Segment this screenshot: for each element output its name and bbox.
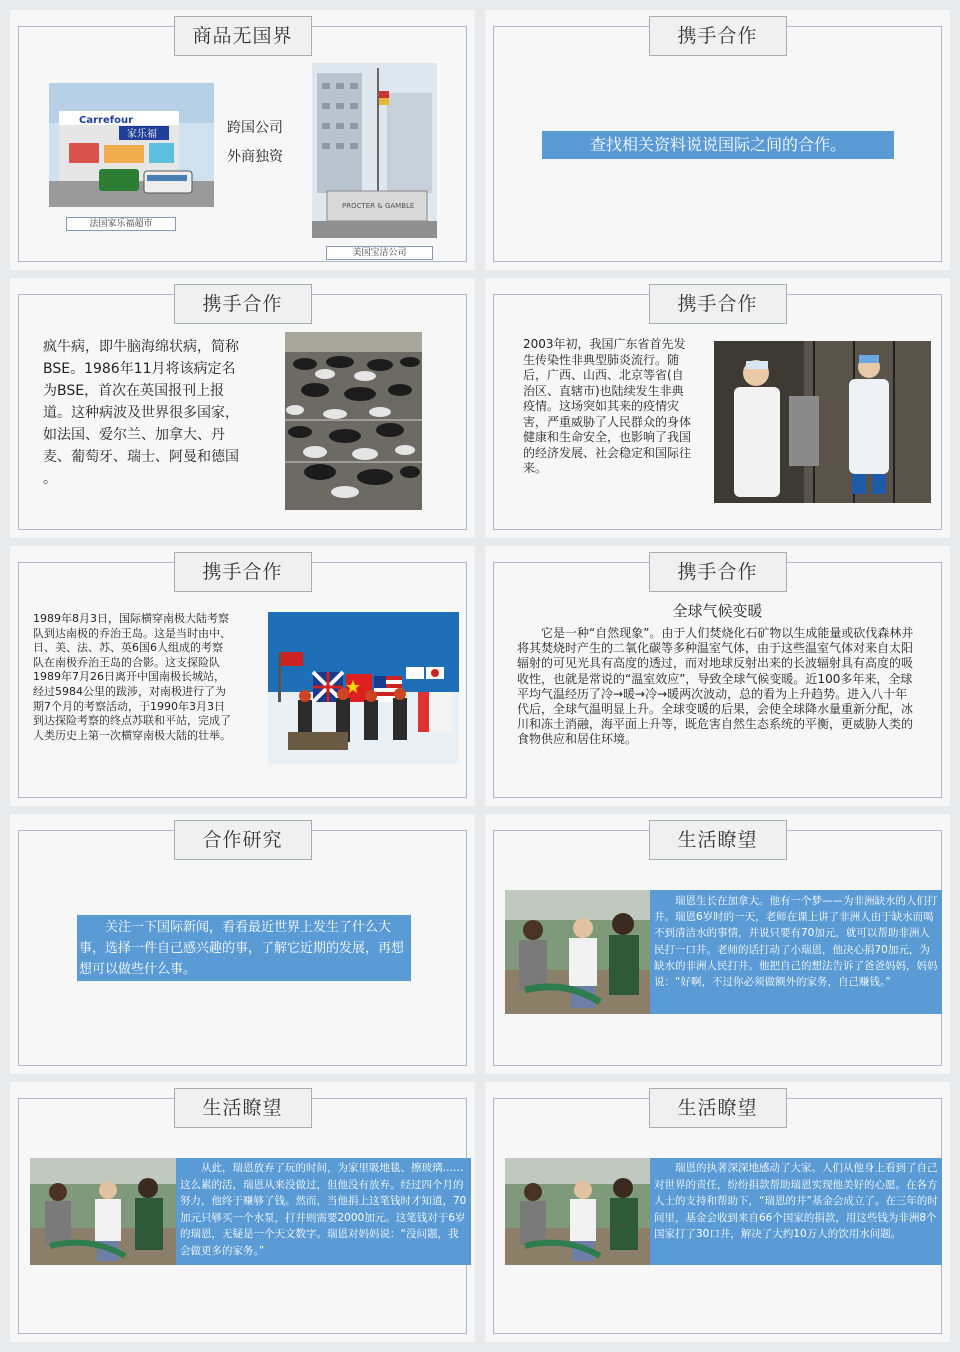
- antarctic-photo: [268, 612, 459, 764]
- slide-6: [485, 546, 950, 806]
- ryan-photo: [505, 1158, 650, 1265]
- bse-text: 疯牛病，即牛脑海绵状病，简称BSE。1986年11月将该病定名为BSE，首次在英国报刊上报道。这种病波及世界很多国家，如法国、爱尔兰、加拿大、丹麦、葡萄牙、瑞士、阿曼和德国 。: [43, 339, 239, 487]
- banner-find-info: 查找相关资料说说国际之间的合作。: [542, 131, 894, 159]
- carrefour-photo: [49, 83, 214, 207]
- text-multinational: 跨国公司: [227, 120, 283, 136]
- slide-10: [485, 1082, 950, 1342]
- ryan-photo: [30, 1158, 176, 1265]
- slide-4: [485, 278, 950, 538]
- caption-pg: 美国宝洁公司: [326, 246, 433, 260]
- ryan-photo: [505, 890, 650, 1014]
- slide-title: 携手合作: [174, 284, 312, 324]
- slide-title: 携手合作: [174, 552, 312, 592]
- text-foreign-owned: 外商独资: [227, 149, 283, 165]
- slide-title: 合作研究: [174, 820, 312, 860]
- slide-9: [10, 1082, 475, 1342]
- slide-title: 生活瞭望: [174, 1088, 312, 1128]
- pg-sign: PROCTER & GAMBLE: [342, 202, 415, 210]
- ryan-text-box: 从此，瑞恩放弃了玩的时间，为家里吸地毯、擦玻璃……这么累的活，瑞恩从来没做过，但他没有放弃。经过四个月的努力，他终于赚够了钱。然而，当他捐上这笔钱时才知道，70加元只够买一个水泵，打井则需要2000加元。这笔钱对于6岁的瑞恩，无疑是一个天文数字。瑞恩对妈妈说：“没问题，我会做更多的家务。”: [176, 1158, 471, 1265]
- pg-photo: [312, 63, 437, 238]
- cattle-photo: [285, 332, 422, 510]
- global-warming-text: 它是一种“自然现象”。由于人们焚烧化石矿物以生成能量或砍伐森林并将其焚烧时产生的二氧化碳等多种温室气体，由于这些温室气体对来自太阳辐射的可见光具有高度的透过，而对地球反射出来的长波辐射具有高度的吸收性，也就是常说的“温室效应”，导致全球气候变暖。近100多年来，全球平均气温经历了冷→暖→冷→暖两次波动，总的看为上升趋势。进入八十年代后，全球气温明显上升。全球变暖的后果，会使全球降水量重新分配，冰川和冻土消融，海平面上升等，既危害自然生态系统的平衡，更威胁人类的食物供应和居住环境。: [517, 626, 914, 747]
- slide-3: [10, 278, 475, 538]
- subtitle-global-warming: 全球气候变暖: [672, 602, 763, 620]
- slide-title: 携手合作: [649, 552, 787, 592]
- slide-title: 商品无国界: [174, 16, 312, 56]
- ryan-text-box: 瑞恩的执著深深地感动了大家。人们从他身上看到了自己对世界的责任，纷纷捐款帮助瑞恩实现他美好的心愿。在各方人士的支持和帮助下，“瑞恩的井”基金会成立了。在三年的时间里，基金会收到来自66个国家的捐款，用这些钱为非洲8个国家打了30口井，解决了大约10万人的饮用水问题。: [650, 1158, 942, 1265]
- caption-carrefour: 法国家乐福超市: [66, 217, 176, 231]
- ryan-text-box: 瑞恩生长在加拿大。他有一个梦——为非洲缺水的人们打井。瑞恩6岁时的一天，老师在课上讲了非洲人由于缺水而喝不到清洁水的事情，并说只要有70加元，就可以帮助非洲人民打一口井。老师的话打动了小瑞恩，他决心捐70加元，为缺水的非洲人民打井。他把自己的想法告诉了爸爸妈妈，妈妈说：“好啊，不过你必须做额外的家务，自己赚钱。”: [650, 890, 942, 1014]
- slide-title: 生活瞭望: [649, 820, 787, 860]
- slide-8: [485, 814, 950, 1074]
- slide-2: [485, 10, 950, 270]
- slide-title: 携手合作: [649, 284, 787, 324]
- slide-1: [10, 10, 475, 270]
- slide-5: [10, 546, 475, 806]
- slide-title: 携手合作: [649, 16, 787, 56]
- store-sign: Carrefour: [79, 115, 134, 126]
- research-box: 关注一下国际新闻，看看最近世界上发生了什么大事，选择一件自己感兴趣的事，了解它近期的发展，再想想可以做些什么事。: [77, 915, 411, 981]
- sars-photo: [714, 341, 931, 503]
- sars-text: 2003年初，我国广东省首先发生传染性非典型肺炎流行。随后，广西、山西、北京等省(自治区、直辖市)也陆续发生非典疫情。这场突如其来的疫情灾害，严重威胁了人民群众的身体健康和生命安全，也影响了我国的经济发展、社会稳定和国际往来。: [523, 337, 692, 475]
- slide-7: [10, 814, 475, 1074]
- slide-title: 生活瞭望: [649, 1088, 787, 1128]
- antarctic-text: 1989年8月3日，国际横穿南极大陆考察队到达南极的乔治王岛。这是当时由中、日、美、法、苏、英6国6人组成的考察队在南极乔治王岛的合影。这支探险队1989年7月26日离开中国南极长城站，经过5984公里的跋涉，对南极进行了为期7个月的考察活动，于1990年3月3日到达探险考察的终点苏联和平站，完成了人类历史上第一次横穿南极大陆的壮举。: [33, 612, 231, 742]
- store-sign-cn: 家乐福: [127, 129, 157, 140]
